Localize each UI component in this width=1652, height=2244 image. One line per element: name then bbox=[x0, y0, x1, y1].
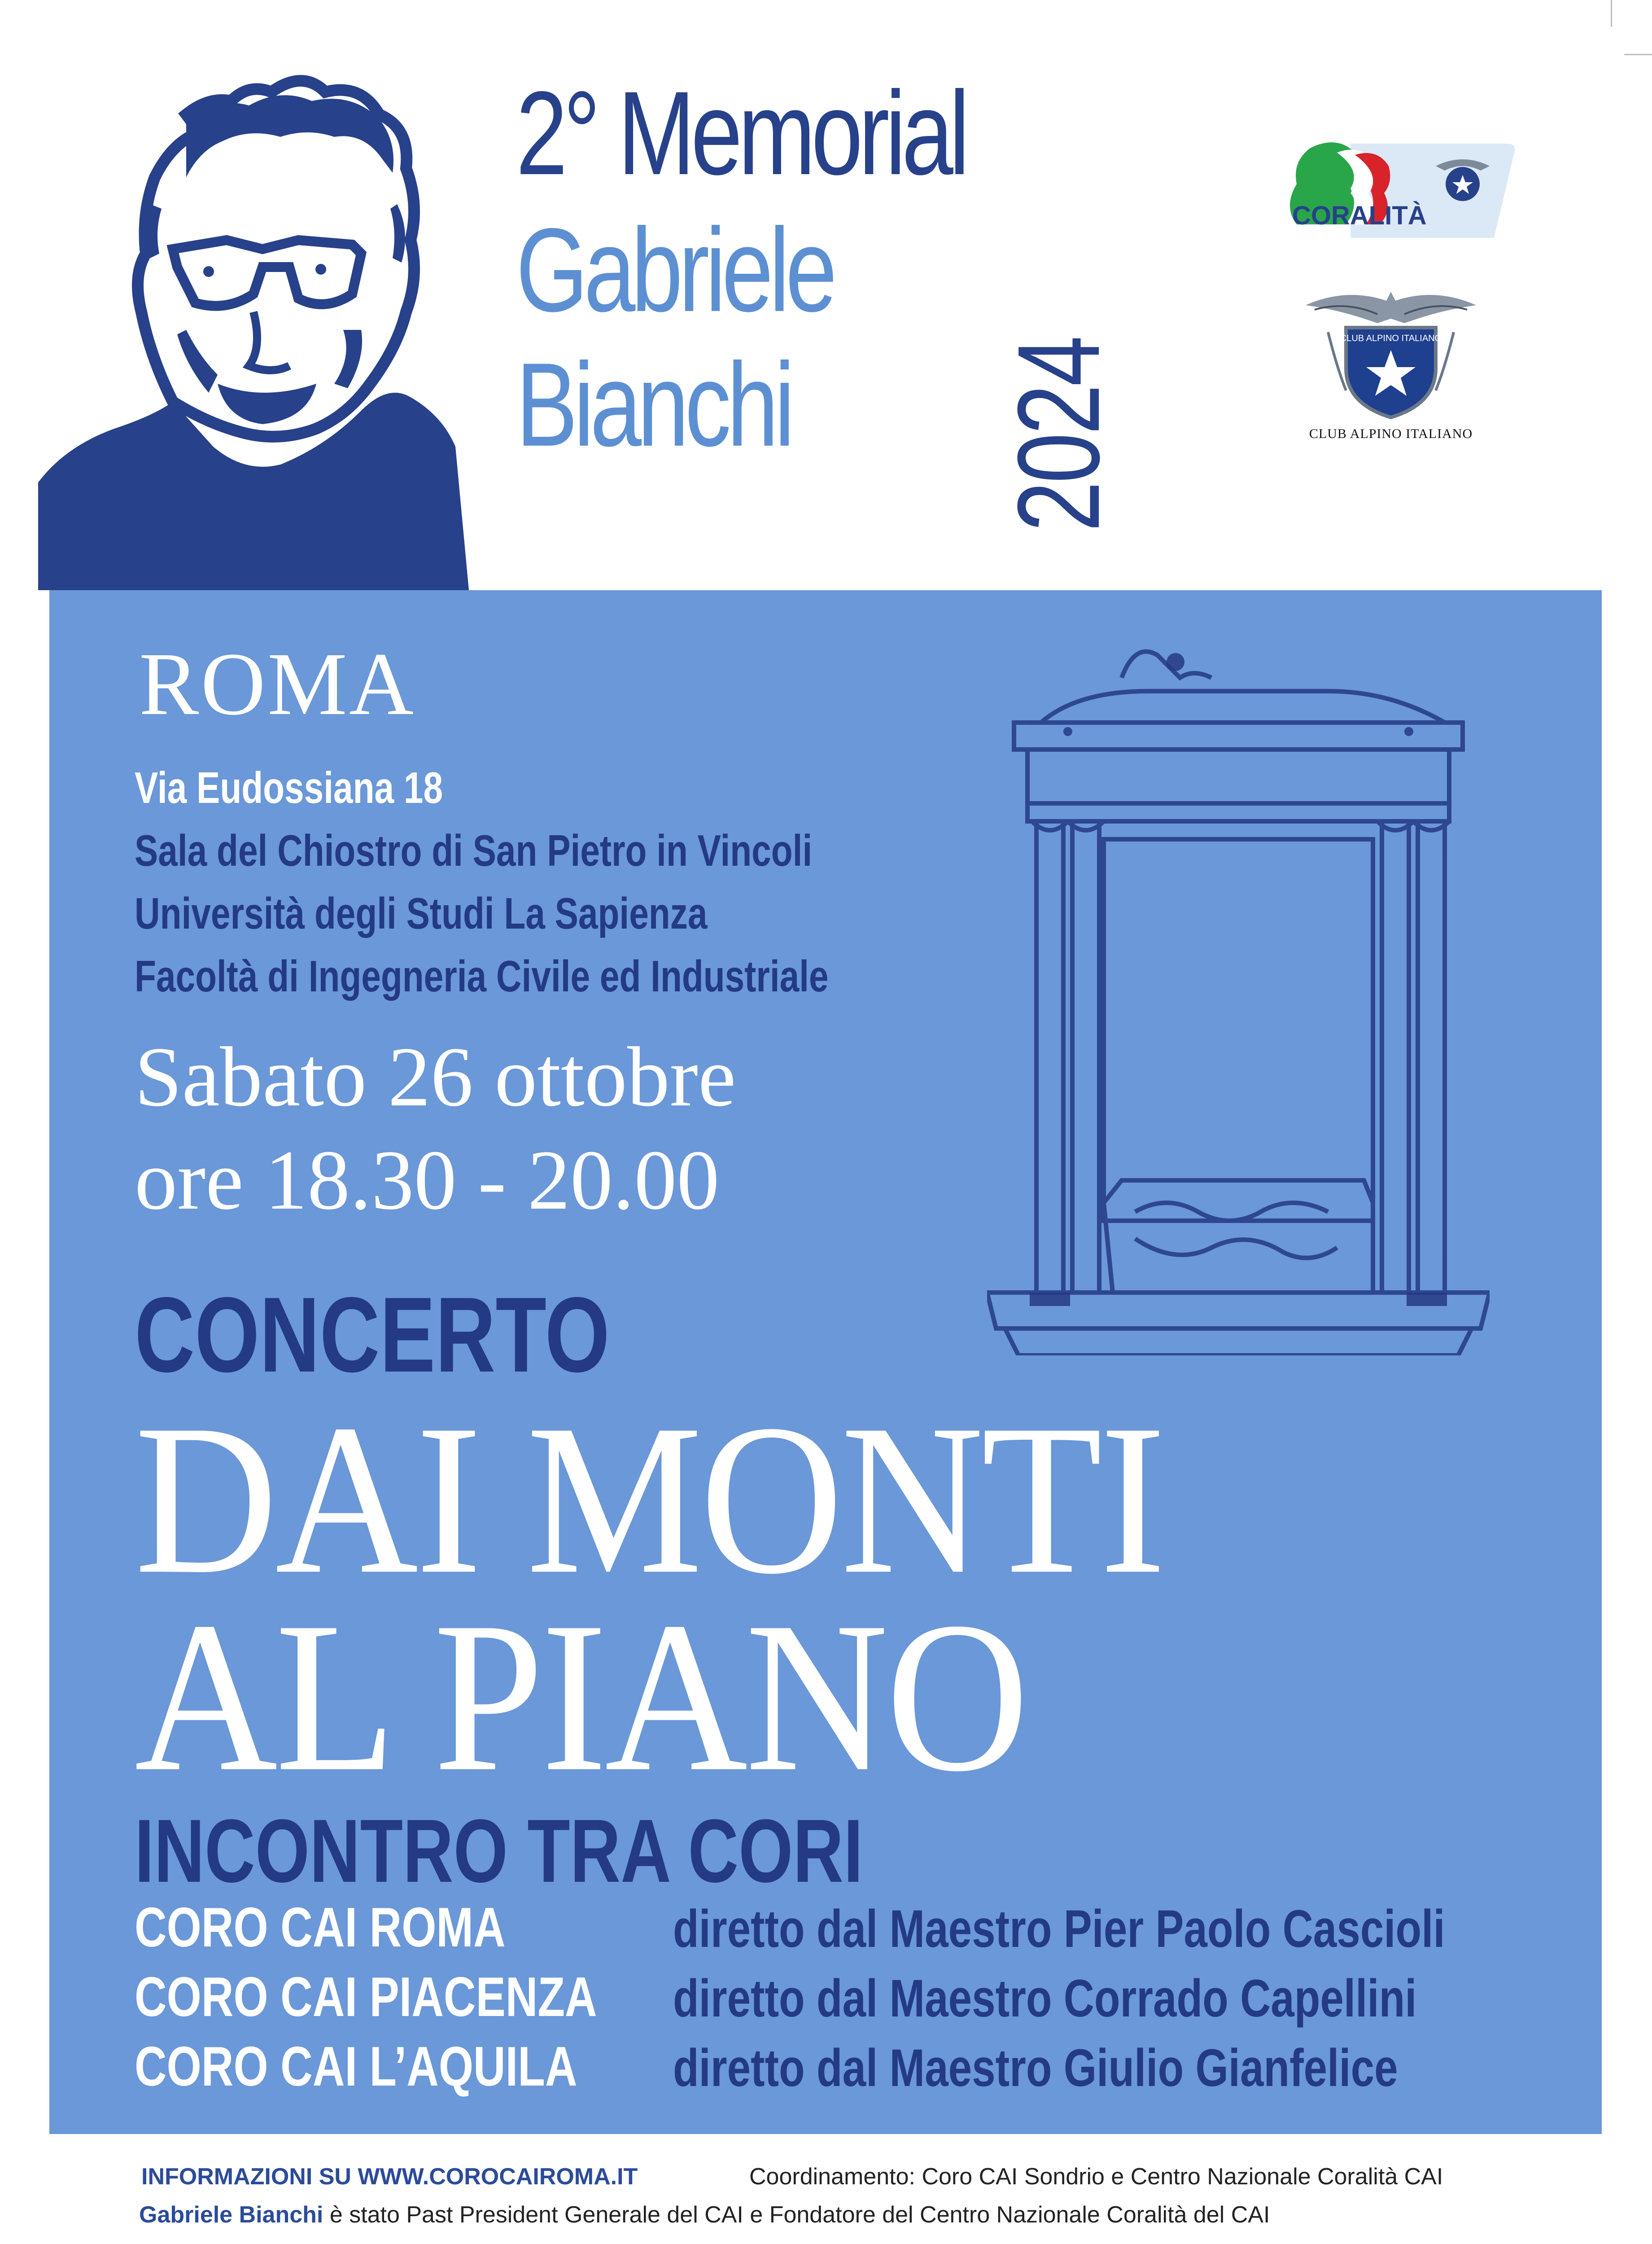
memorial-name-first: Gabriele bbox=[516, 204, 833, 337]
event-time: ore 18.30 - 20.00 bbox=[135, 1133, 720, 1227]
crop-mark bbox=[1611, 0, 1612, 27]
monument-illustration bbox=[987, 628, 1490, 1355]
city: ROMA bbox=[139, 635, 416, 734]
memorial-name-last: Bianchi bbox=[516, 338, 791, 471]
address-street: Via Eudossiana 18 bbox=[135, 763, 443, 812]
memorial-title: 2° Memorial bbox=[516, 67, 966, 200]
cai-emblem-text: CLUB ALPINO ITALIANO bbox=[1340, 333, 1442, 343]
choir-director: diretto dal Maestro Pier Paolo Cascioli bbox=[673, 1899, 1445, 1959]
choir-name: CORO CAI L’AQUILA bbox=[135, 2036, 577, 2098]
event-title-line2: AL PIANO bbox=[135, 1577, 1027, 1816]
event-title-line1: DAI MONTI bbox=[135, 1380, 1163, 1618]
crop-mark bbox=[1624, 54, 1652, 55]
choir-name: CORO CAI PIACENZA bbox=[135, 1966, 597, 2028]
event-date: Sabato 26 ottobre bbox=[135, 1030, 736, 1124]
address-university: Università degli Studi La Sapienza bbox=[135, 889, 708, 938]
choir-name: CORO CAI ROMA bbox=[135, 1897, 506, 1959]
info-link: INFORMAZIONI SU WWW.COROCAIROMA.IT bbox=[141, 2164, 638, 2190]
choir-director: diretto dal Maestro Corrado Capellini bbox=[673, 1969, 1417, 2028]
memorial-year: 2024 bbox=[994, 337, 1124, 532]
address-hall: Sala del Chiostro di San Pietro in Vincoli bbox=[135, 826, 813, 875]
choir-director: diretto dal Maestro Giulio Gianfelice bbox=[673, 2038, 1398, 2098]
coralita-logo bbox=[1283, 135, 1517, 247]
coordination-note: Coordinamento: Coro CAI Sondrio e Centro Nazionale Coralità CAI bbox=[749, 2164, 1443, 2190]
coralita-logo-text: CORALITÀ bbox=[1292, 201, 1427, 230]
cai-emblem bbox=[1301, 278, 1481, 422]
event-subtitle: INCONTRO TRA CORI bbox=[135, 1801, 863, 1901]
cai-name: CLUB ALPINO ITALIANO bbox=[1309, 426, 1473, 441]
address-faculty: Facoltà di Ingegneria Civile ed Industriale bbox=[135, 951, 829, 1001]
bio-text: è stato Past President Generale del CAI e Fondatore del Centro Nazionale Coralità del CAI bbox=[323, 2202, 1270, 2228]
portrait-illustration bbox=[38, 43, 469, 590]
event-kind: CONCERTO bbox=[135, 1275, 610, 1394]
bio-note bbox=[139, 2201, 1270, 2228]
bio-name: Gabriele Bianchi bbox=[139, 2202, 323, 2228]
